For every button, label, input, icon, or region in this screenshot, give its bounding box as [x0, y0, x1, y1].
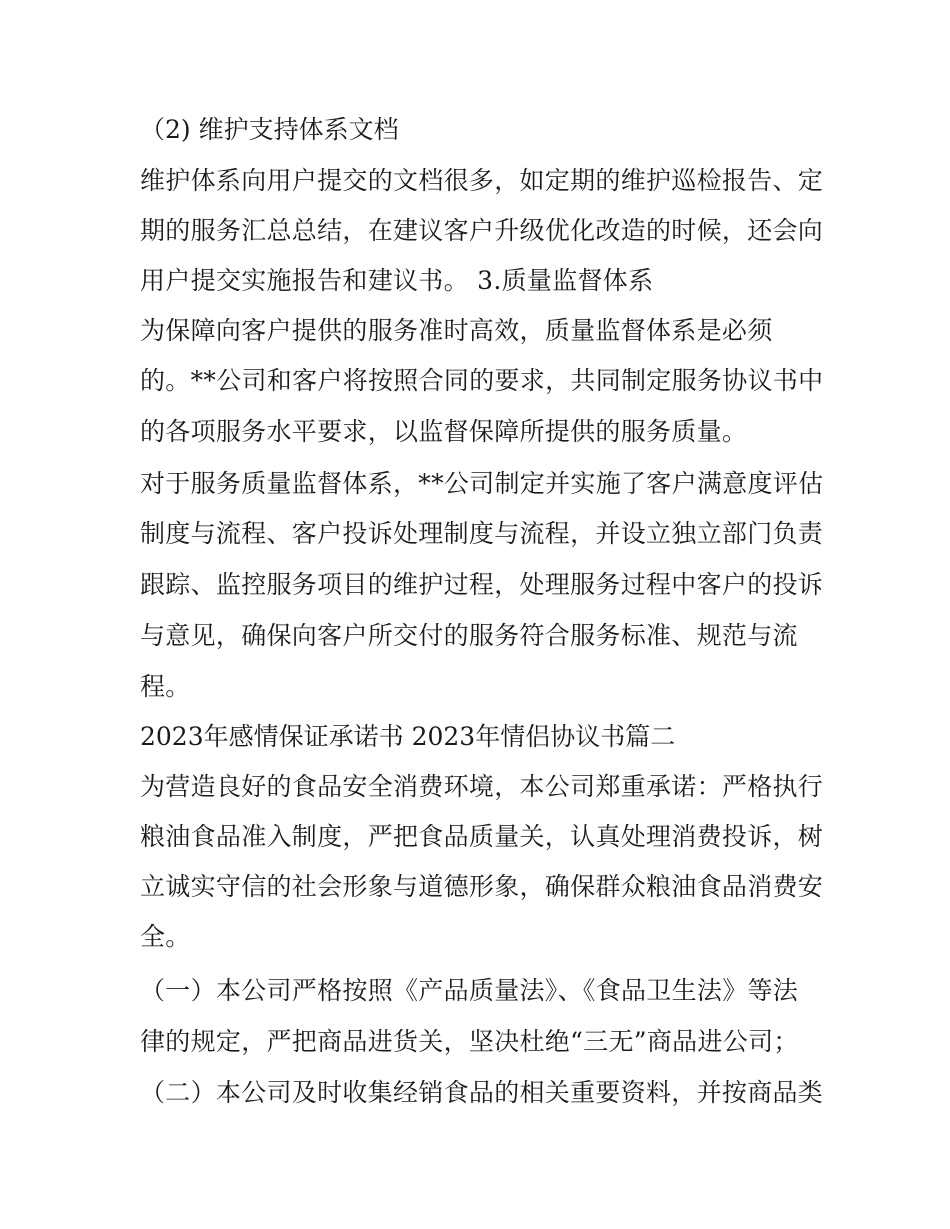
paragraph-line: 为保障向客户提供的服务准时高效，质量监督体系是必须 [140, 316, 773, 345]
paragraph-line: （一）本公司严格按照《产品质量法》、《食品卫生法》等法 [140, 976, 799, 1005]
paragraph-line: 期的服务汇总总结，在建议客户升级优化改造的时候，还会向 [140, 216, 824, 245]
section-heading-article-two: 2023年感情保证承诺书 2023年情侣协议书篇二 [140, 722, 676, 751]
paragraph-line: 粮油食品准入制度，严把食品质量关，认真处理消费投诉，树 [140, 822, 824, 851]
paragraph-line: 立诚实守信的社会形象与道德形象，确保群众粮油食品消费安 [140, 872, 824, 901]
paragraph-line: 程。 [140, 672, 191, 701]
paragraph-line: 对于服务质量监督体系，**公司制定并实施了客户满意度评估 [140, 469, 824, 498]
paragraph-line: 律的规定，严把商品进货关，坚决杜绝“三无”商品进公司； [140, 1027, 799, 1056]
section-heading-maintenance-docs: （2) 维护支持体系文档 [140, 115, 399, 144]
paragraph-line: 的各项服务水平要求，以监督保障所提供的服务质量。 [140, 417, 748, 446]
paragraph-line: 维护体系向用户提交的文档很多，如定期的维护巡检报告、定 [140, 166, 824, 195]
paragraph-line: （二）本公司及时收集经销食品的相关重要资料，并按商品类 [140, 1078, 824, 1107]
paragraph-line: 与意见，确保向客户所交付的服务符合服务标准、规范与流 [140, 621, 798, 650]
paragraph-line: 跟踪、监控服务项目的维护过程，处理服务过程中客户的投诉 [140, 570, 824, 599]
paragraph-line: 制度与流程、客户投诉处理制度与流程，并设立独立部门负责 [140, 519, 824, 548]
paragraph-line: 为营造良好的食品安全消费环境，本公司郑重承诺：严格执行 [140, 772, 824, 801]
paragraph-line: 全。 [140, 922, 191, 951]
paragraph-line: 的。**公司和客户将按照合同的要求，共同制定服务协议书中 [140, 366, 824, 395]
paragraph-line: 用户提交实施报告和建议书。 3.质量监督体系 [140, 266, 654, 295]
